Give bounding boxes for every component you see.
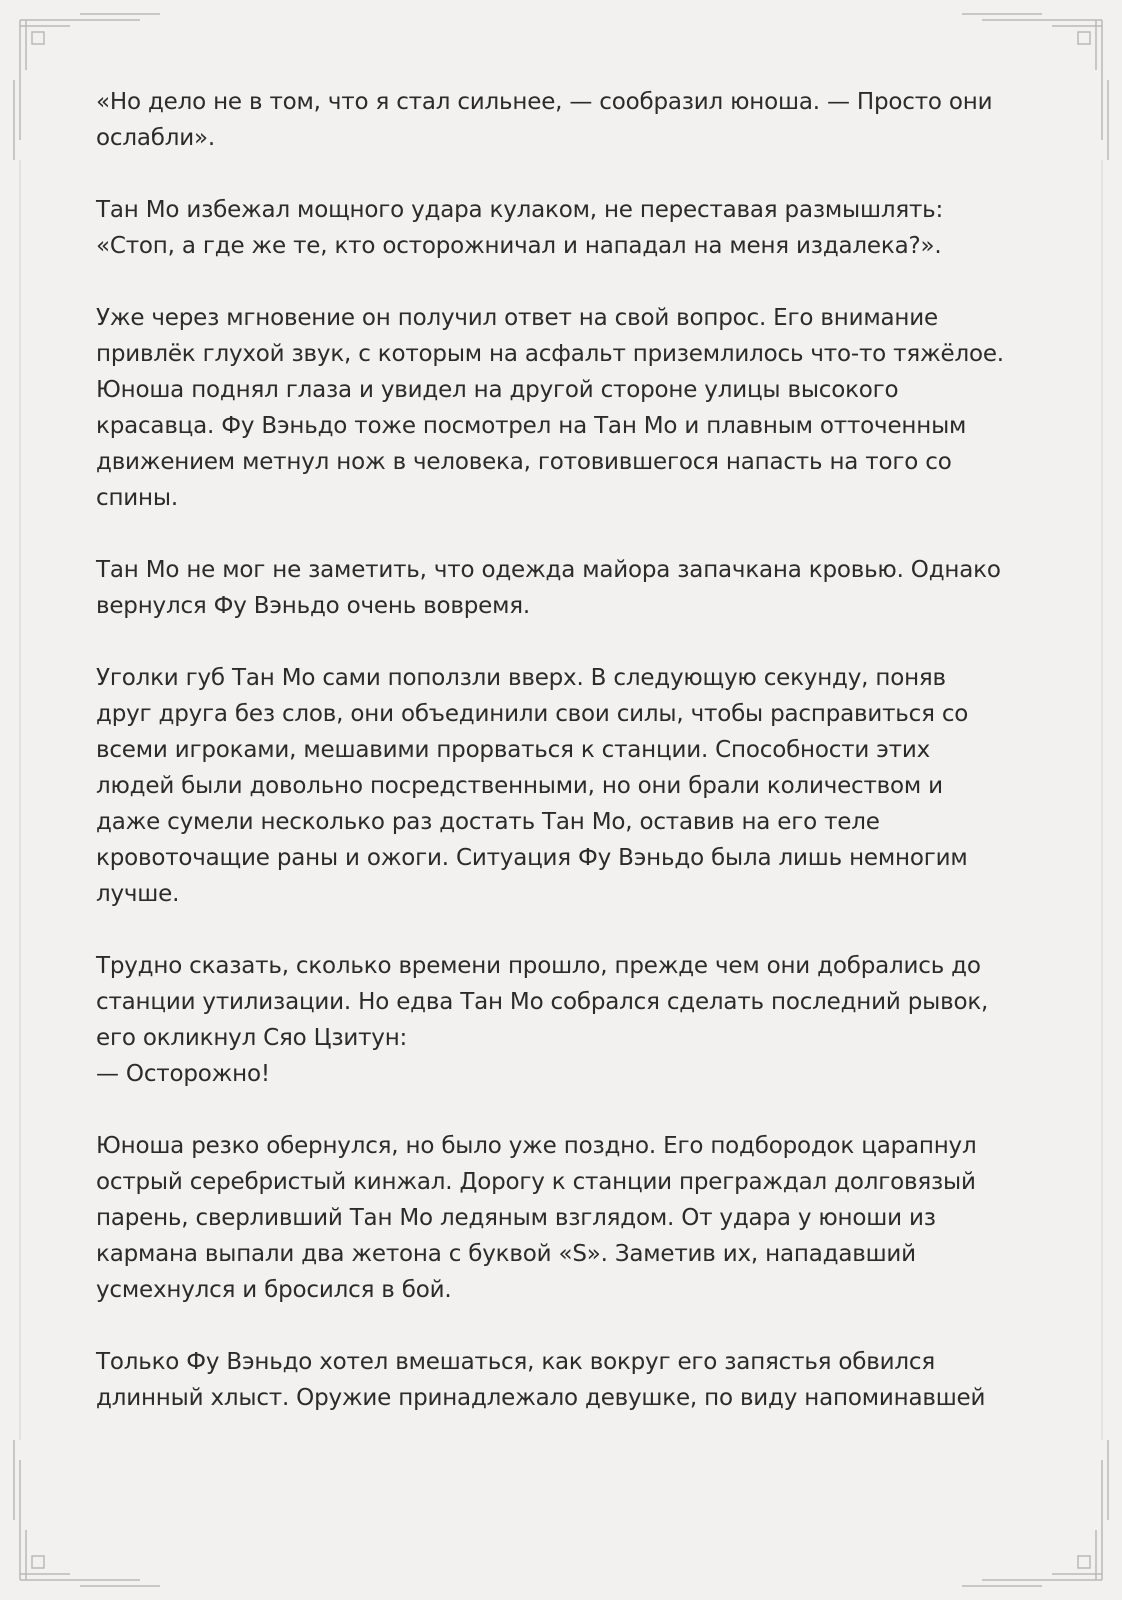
text-line: всеми игроками, мешавими прорваться к станции. Способности этих (96, 737, 931, 763)
text-line: станции утилизации. Но едва Тан Мо собрался сделать последний рывок, (96, 989, 989, 1015)
text-line: Уже через мгновение он получил ответ на свой вопрос. Его внимание (96, 305, 938, 331)
text-line: Тан Мо избежал мощного удара кулаком, не переставая размышлять: (96, 197, 944, 223)
paragraph-3 (96, 300, 1031, 516)
text-line: ослабли». (96, 125, 215, 151)
text-line: «Но дело не в том, что я стал сильнее, — сообразил юноша. — Просто они (96, 89, 993, 115)
text-line: людей были довольно посредственными, но они брали количеством и (96, 773, 943, 799)
bottom-left-corner-ornament-icon (14, 1440, 160, 1586)
paragraph-5 (96, 660, 1031, 912)
text-line: лучше. (96, 881, 180, 907)
text-line: усмехнулся и бросился в бой. (96, 1277, 452, 1303)
text-line: Юноша резко обернулся, но было уже поздно. Его подбородок царапнул (96, 1133, 977, 1159)
text-line: парень, сверливший Тан Мо ледяным взглядом. От удара у юноши из (96, 1205, 936, 1231)
text-line: движением метнул нож в человека, готовившегося напасть на того со (96, 449, 952, 475)
text-line: привлёк глухой звук, с которым на асфальт приземлилось что-то тяжёлое. (96, 341, 1004, 367)
paragraph-6 (96, 948, 1031, 1092)
bottom-right-corner-ornament-icon (962, 1440, 1108, 1586)
text-line: Тан Мо не мог не заметить, что одежда майора запачкана кровью. Однако (96, 557, 1001, 583)
paragraph-7 (96, 1128, 1031, 1308)
chapter-text (96, 84, 1031, 1452)
text-line: Только Фу Вэньдо хотел вмешаться, как вокруг его запястья обвился (96, 1349, 935, 1375)
text-line: его окликнул Сяо Цзитун: (96, 1025, 408, 1051)
paragraph-1 (96, 84, 1031, 156)
text-line: вернулся Фу Вэньдо очень вовремя. (96, 593, 530, 619)
paragraph-4 (96, 552, 1031, 624)
paragraph-2 (96, 192, 1031, 264)
text-line: красавца. Фу Вэньдо тоже посмотрел на Тан Мо и плавным отточенным (96, 413, 967, 439)
text-line: даже сумели несколько раз достать Тан Мо, оставив на его теле (96, 809, 880, 835)
text-line: Уголки губ Тан Мо сами поползли вверх. В следующую секунду, поняв (96, 665, 946, 691)
text-line: друг друга без слов, они объединили свои силы, чтобы расправиться со (96, 701, 969, 727)
text-line: кровоточащие раны и ожоги. Ситуация Фу Вэньдо была лишь немногим (96, 845, 968, 871)
text-line: Трудно сказать, сколько времени прошло, прежде чем они добрались до (96, 953, 981, 979)
dialogue-line: — Осторожно! (96, 1061, 270, 1087)
paragraph-8 (96, 1344, 1031, 1416)
text-line: спины. (96, 485, 178, 511)
text-line: длинный хлыст. Оружие принадлежало девушке, по виду напоминавшей (96, 1385, 986, 1411)
text-line: острый серебристый кинжал. Дорогу к станции преграждал долговязый (96, 1169, 976, 1195)
text-line: «Стоп, а где же те, кто осторожничал и нападал на меня издалека?». (96, 233, 942, 259)
text-line: Юноша поднял глаза и увидел на другой стороне улицы высокого (96, 377, 899, 403)
text-line: кармана выпали два жетона с буквой «S». Заметив их, нападавший (96, 1241, 916, 1267)
